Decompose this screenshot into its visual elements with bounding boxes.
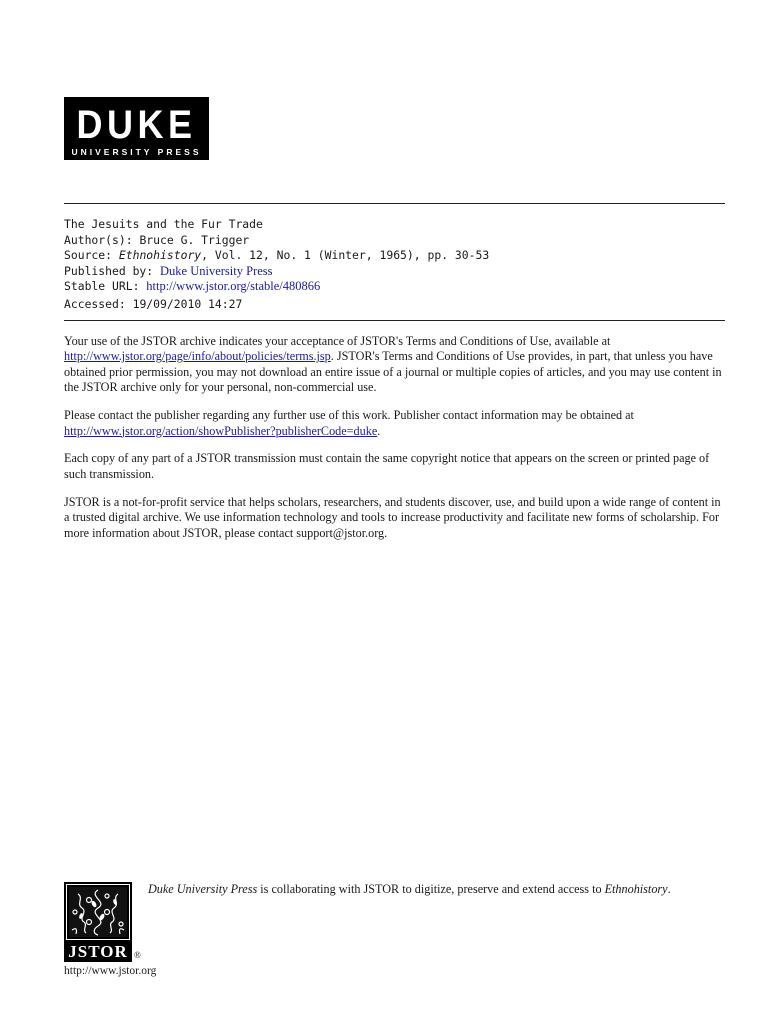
- publisher-contact-link[interactable]: http://www.jstor.org/action/showPublisher?publisherCode=duke: [64, 423, 378, 438]
- seal-text: JSTOR: [68, 942, 128, 961]
- top-rule: [64, 203, 725, 204]
- accessed-date: 19/09/2010 14:27: [132, 296, 243, 311]
- jstor-seal-icon: [64, 882, 132, 962]
- published-line: Published by: Duke University Press: [64, 263, 273, 278]
- stable-url-line: Stable URL: http://www.jstor.org/stable/480866: [64, 279, 321, 294]
- stable-url-link[interactable]: http://www.jstor.org/stable/480866: [146, 279, 321, 294]
- source-line: Source: Ethnohistory, Vol. 12, No. 1 (Winter, 1965), pp. 30-53: [64, 248, 490, 263]
- author-line: Author(s): Bruce G. Trigger: [64, 232, 250, 247]
- logo-word: DUKE: [76, 103, 197, 147]
- publisher-link[interactable]: Duke University Press: [160, 263, 273, 278]
- citation-block: [64, 217, 724, 313]
- registered-mark: ®: [134, 950, 141, 960]
- jstor-homepage-url[interactable]: http://www.jstor.org: [64, 965, 157, 977]
- accessed-line: Accessed: 19/09/2010 14:27: [64, 296, 243, 311]
- terms-body: [64, 334, 724, 553]
- logo-subtitle: UNIVERSITY PRESS: [71, 147, 202, 157]
- middle-rule: [64, 320, 725, 321]
- about-jstor-paragraph: JSTOR is a not-for-profit service that helps scholars, researchers, and students discover, use, and build upon a wide range of content in a trusted digital archive. We use information technology and tools to increase productivity and facilitate new forms of scholarship. For more information about JSTOR, please contact support@jstor.org.: [64, 494, 721, 540]
- collaboration-note: Duke University Press is collaborating with JSTOR to digitize, preserve and extend access to Ethnohistory.: [148, 882, 671, 896]
- copyright-paragraph: Each copy of any part of a JSTOR transmission must contain the same copyright notice that appears on the screen or printed page of such transmission.: [64, 451, 710, 481]
- collab-publisher: Duke University Press: [148, 882, 258, 896]
- terms-paragraph: Your use of the JSTOR archive indicates your acceptance of JSTOR's Terms and Conditions of Use, available at http://www.jstor.org/page/info/about/policies/terms.jsp. JSTOR's Terms and Conditions of Use provides, in part, that unless you have obtained prior permission, you may not download an entire issue of a journal or multiple copies of articles, and you may use content in the JSTOR archive only for your personal, non-commercial use.: [64, 334, 722, 395]
- article-title: The Jesuits and the Fur Trade: [64, 217, 263, 231]
- terms-link[interactable]: http://www.jstor.org/page/info/about/policies/terms.jsp: [64, 349, 331, 364]
- journal-name: Ethnohistory: [118, 248, 202, 263]
- duke-university-press-logo: [64, 97, 209, 160]
- author-name: Bruce G. Trigger: [139, 232, 250, 247]
- collab-journal: Ethnohistory: [604, 882, 668, 896]
- publisher-contact-paragraph: Please contact the publisher regarding any further use of this work. Publisher contact information may be obtained at http://www.jstor.org/action/showPublisher?publisherCode=duke.: [64, 408, 634, 438]
